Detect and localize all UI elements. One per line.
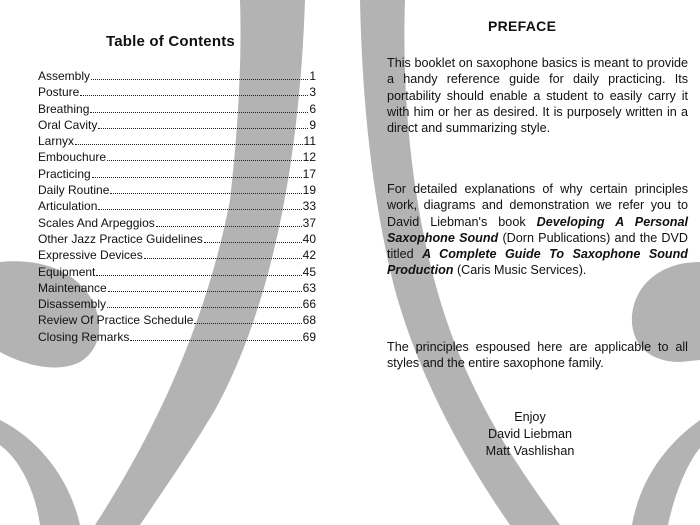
paragraph-2-text-3: (Caris Music Services).	[453, 263, 587, 278]
toc-leader-dots	[156, 215, 302, 227]
toc-entry-label: Practicing	[38, 166, 91, 181]
toc-entry-label: Posture	[38, 85, 80, 100]
signoff-enjoy: Enjoy	[514, 410, 546, 424]
toc-entry	[38, 280, 316, 296]
toc-entry	[38, 166, 316, 182]
preface-paragraph-2	[387, 181, 688, 279]
toc-leader-dots	[92, 166, 302, 178]
toc-leader-dots	[80, 84, 308, 96]
toc-entry	[38, 101, 316, 117]
toc-entry	[38, 231, 316, 247]
toc-leader-dots	[96, 264, 301, 276]
preface-paragraph-1: This booklet on saxophone basics is meant to provide a handy reference guide for daily practicing. Its portability should enable a student to easily carry it with him or her as desired. It is purposely written in a direct and summarizing style.	[387, 56, 688, 136]
preface-title: PREFACE	[488, 18, 557, 34]
toc-leader-dots	[194, 312, 301, 324]
paragraph-2-text-1: For detailed explanations of why certain principles work, diagrams and demonstration we refer you to David Liebman's book	[387, 182, 688, 229]
preface-paragraph-3: The principles espoused here are applicable to all styles and the entire saxophone family.	[387, 340, 688, 371]
toc-entry	[38, 182, 316, 198]
toc-entry-page: 45	[302, 264, 316, 279]
toc-entry-page: 69	[302, 329, 316, 344]
toc-entry	[38, 68, 316, 84]
toc-entry-label: Larnyx	[38, 134, 75, 149]
toc-entry	[38, 149, 316, 165]
toc-entry	[38, 264, 316, 280]
toc-entry-page: 63	[302, 280, 316, 295]
toc-leader-dots	[130, 329, 301, 341]
toc-entry-page: 40	[302, 231, 316, 246]
toc-entry-label: Other Jazz Practice Guidelines	[38, 231, 203, 246]
toc-entry-page: 3	[309, 85, 316, 100]
signoff	[460, 409, 600, 460]
toc-entry	[38, 247, 316, 263]
toc-entry-page: 9	[309, 117, 316, 132]
toc-entry-page: 66	[302, 297, 316, 312]
signoff-author-1: David Liebman	[487, 427, 572, 441]
toc-entry-label: Disassembly	[38, 297, 107, 312]
toc-entry	[38, 215, 316, 231]
toc-entry	[38, 329, 316, 345]
toc-entry-label: Maintenance	[38, 280, 107, 295]
toc-entry	[38, 296, 316, 312]
toc-leader-dots	[98, 117, 308, 129]
preface-page	[350, 0, 700, 525]
toc-entry-page: 1	[309, 69, 316, 83]
table-of-contents-page	[0, 0, 340, 525]
book-title: Developing A Personal Saxophone Sound	[387, 214, 689, 245]
toc-list	[38, 68, 316, 345]
toc-title: Table of Contents	[106, 33, 235, 50]
toc-entry-label: Breathing	[38, 101, 90, 116]
toc-entry	[38, 312, 316, 328]
toc-leader-dots	[107, 296, 302, 308]
toc-entry-page: 37	[302, 215, 316, 230]
toc-entry-label: Review Of Practice Schedule	[38, 313, 194, 328]
toc-entry-page: 6	[309, 101, 316, 116]
toc-entry	[38, 133, 316, 149]
toc-entry	[38, 198, 316, 214]
toc-entry-label: Equipment	[38, 264, 96, 279]
toc-entry	[38, 84, 316, 100]
toc-entry-label: Scales And Arpeggios	[38, 215, 155, 230]
toc-entry-label: Embouchure	[38, 150, 107, 165]
toc-entry-page: 68	[302, 313, 316, 328]
toc-leader-dots	[75, 133, 303, 145]
toc-leader-dots	[204, 231, 302, 243]
toc-entry-label: Daily Routine	[38, 183, 110, 198]
toc-entry-page: 11	[303, 134, 316, 149]
toc-leader-dots	[98, 198, 301, 210]
toc-entry	[38, 117, 316, 133]
dvd-title: A Complete Guide To Saxophone Sound Production	[387, 247, 688, 278]
paragraph-2-text-2: (Dorn Publications) and the DVD titled	[387, 230, 689, 262]
toc-leader-dots	[108, 280, 302, 292]
toc-entry-page: 17	[302, 166, 316, 181]
toc-leader-dots	[110, 182, 301, 194]
toc-entry-label: Closing Remarks	[38, 329, 130, 344]
toc-entry-page: 33	[302, 199, 316, 214]
toc-leader-dots	[144, 247, 302, 259]
toc-entry-page: 19	[302, 183, 316, 198]
toc-entry-label: Expressive Devices	[38, 248, 143, 263]
toc-entry-label: Oral Cavity	[38, 117, 98, 132]
toc-leader-dots	[90, 101, 308, 113]
toc-entry-page: 42	[302, 248, 316, 263]
toc-entry-label: Articulation	[38, 199, 98, 214]
toc-leader-dots	[91, 68, 308, 80]
signoff-author-2: Matt Vashlishan	[485, 444, 575, 458]
toc-entry-page: 12	[302, 150, 316, 165]
toc-leader-dots	[107, 149, 302, 161]
toc-entry-label: Assembly	[38, 69, 91, 83]
